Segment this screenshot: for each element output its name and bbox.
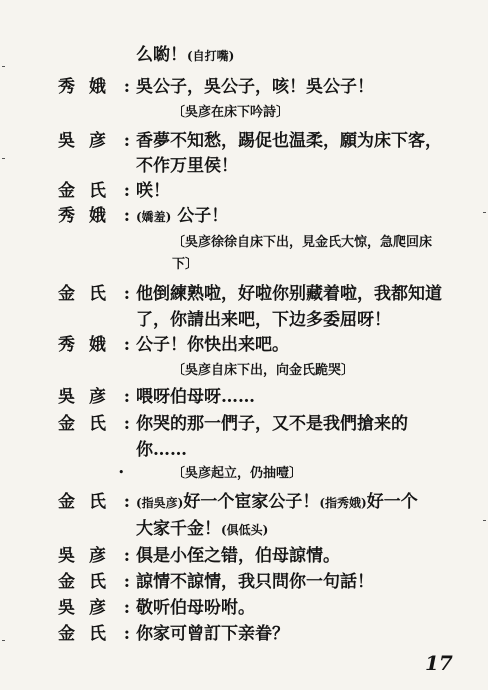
scan-mark xyxy=(483,520,486,521)
speaker-name: 吳彦 xyxy=(58,131,120,151)
dialogue-text: 你哭的那一們子，又不是我們搶来的 xyxy=(136,414,408,434)
dialogue-text: 吳公子，吳公子，咳！吳公子！ xyxy=(136,77,374,97)
stage-direction: 〔吳彦在床下吟詩〕 xyxy=(172,105,290,120)
speaker-name: 吳彦 xyxy=(58,598,120,618)
dialogue-text: 不作万里侯！ xyxy=(136,156,238,176)
speaker-name: 金氏 xyxy=(58,181,120,201)
stage-direction: 〔吳彦徐徐自床下出，見金氏大惊，急爬回床 xyxy=(172,235,433,250)
dialogue-text: 敬听伯母吩咐。 xyxy=(136,598,255,618)
stage-note: (指吳彦) xyxy=(136,496,184,510)
dialogue-text: 他倒練熟啦，好啦你别藏着啦，我都知道 xyxy=(136,284,442,304)
script-page: 么喲！(自打嘴) 秀娥 : 吳公子，吳公子，咳！吳公子！ 〔吳彦在床下吟詩〕 吳彦 : 香夢不知愁，踢促也温柔，願为床下客， 不作万里侯！ 金氏 : 咲！ 秀娥 : (嬌羞) 公子！ 〔吳彦徐徐自床下出，見金氏大惊，急爬回床 下〕 金氏 : 他倒練熟啦，好啦你别藏着啦，我都知道 了，你請出来吧，下边多委屈呀！ 秀娥 : 公子！你快出来吧。 〔吳彦自床下出，向金氏跪哭〕 吳彦 : 喂呀伯母呀…… 金氏 : 你哭的那一們子，又不是我們搶来的 你…… • 〔吳彦起立，仍抽噎〕 金氏 : (指吳彦)好一个宦家公子！(指秀娥)好一个 大家千金！(俱低头) 吳彦 : 俱是小侄之错，伯母諒情。 金氏 : 諒情不諒情，我只問你一句話！ 吳彦 : 敬听伯母吩咐。 金氏 : 你家可曾訂下亲眷？ 17 xyxy=(0,0,488,690)
stage-note: (嬌羞) xyxy=(136,210,172,224)
scan-mark xyxy=(483,212,486,213)
stage-direction: 下〕 xyxy=(172,257,199,272)
dialogue-text: 俱是小侄之错，伯母諒情。 xyxy=(136,546,340,566)
dialogue-text: 你…… xyxy=(136,440,187,460)
dialogue-text: 了，你請出来吧，下边多委屈呀！ xyxy=(136,310,391,330)
stage-note: (俱低头) xyxy=(221,523,269,537)
dialogue-text: 喂呀伯母呀…… xyxy=(136,387,255,407)
speaker-name: 吳彦 xyxy=(58,546,120,566)
speaker-name: 金氏 xyxy=(58,414,120,434)
dialogue-text: 公子！ xyxy=(171,206,229,226)
speaker-name: 吳彦 xyxy=(58,387,120,407)
scan-mark xyxy=(2,640,5,641)
scan-mark xyxy=(2,158,5,159)
speaker-name: 秀娥 xyxy=(58,206,120,226)
dialogue-text: 你家可曾訂下亲眷？ xyxy=(136,624,289,644)
speaker-name: 金氏 xyxy=(58,624,120,644)
speaker-name: 秀娥 xyxy=(58,77,120,97)
dialogue-text: 好一个 xyxy=(366,492,418,512)
dialogue-text: 諒情不諒情，我只問你一句話！ xyxy=(136,572,374,592)
dialogue-text: 香夢不知愁，踢促也温柔，願为床下客， xyxy=(136,131,442,151)
stage-direction: 〔吳彦起立，仍抽噎〕 xyxy=(172,466,303,481)
dialogue-text: 咲！ xyxy=(136,181,170,201)
speaker-name: 金氏 xyxy=(58,572,120,592)
stage-direction: 〔吳彦自床下出，向金氏跪哭〕 xyxy=(172,363,355,378)
dialogue-text: 大家千金！ xyxy=(136,519,221,539)
dialogue-text: 公子！你快出来吧。 xyxy=(136,335,289,355)
stage-note: (指秀娥) xyxy=(319,496,367,510)
stage-note: (自打嘴) xyxy=(187,49,235,63)
speaker-name: 秀娥 xyxy=(58,335,120,355)
dialogue-text: 好一个宦家公子！ xyxy=(183,492,320,512)
speaker-name: 金氏 xyxy=(58,284,120,304)
speaker-name: 金氏 xyxy=(58,492,120,512)
page-number: 17 xyxy=(425,651,453,675)
print-dot: • xyxy=(118,466,125,479)
dialogue-text: 么喲！ xyxy=(136,45,187,65)
scan-mark xyxy=(2,66,5,67)
